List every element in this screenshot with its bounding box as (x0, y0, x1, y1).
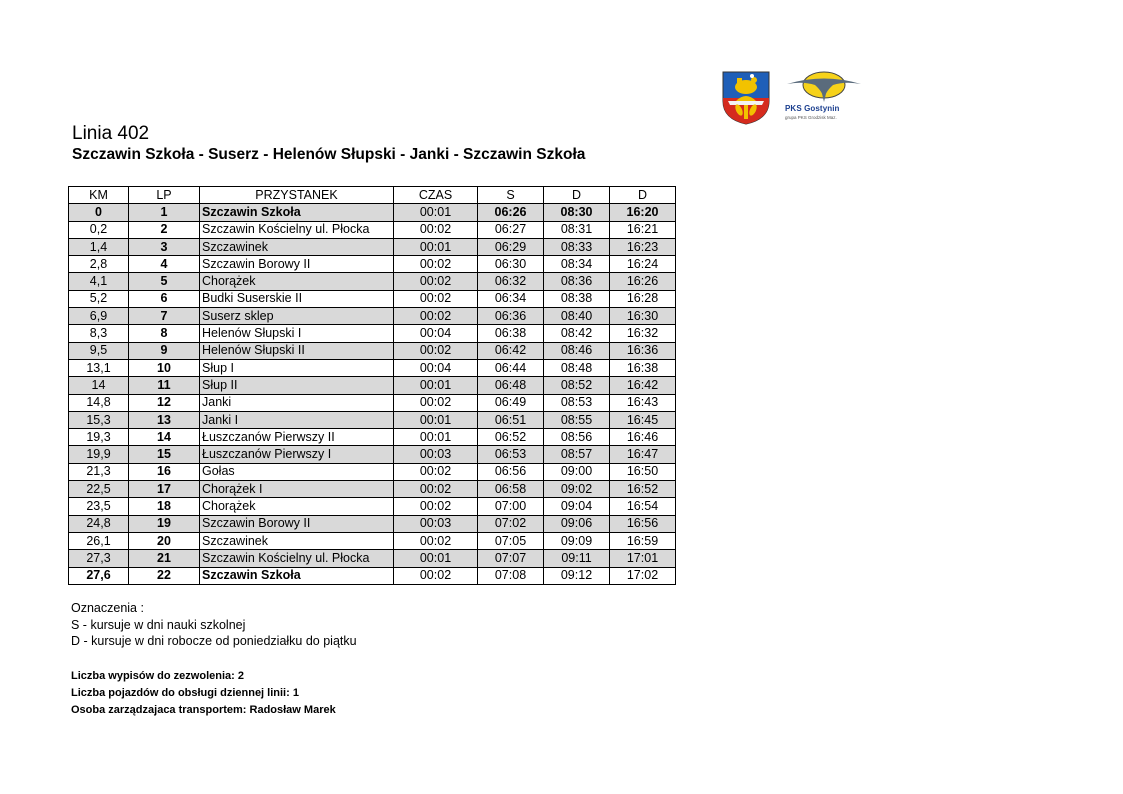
table-cell: 09:09 (544, 532, 610, 549)
table-cell: 15,3 (69, 411, 129, 428)
table-cell: 00:02 (394, 532, 478, 549)
table-cell: 09:04 (544, 498, 610, 515)
table-cell: 5 (129, 273, 200, 290)
table-cell: Łuszczanów Pierwszy I (200, 446, 394, 463)
table-cell: Helenów Słupski II (200, 342, 394, 359)
table-row (69, 221, 676, 238)
table-cell: 07:02 (478, 515, 544, 532)
header-d1: D (544, 187, 610, 204)
table-cell: 00:01 (394, 429, 478, 446)
table-cell: 8 (129, 325, 200, 342)
table-cell: 23,5 (69, 498, 129, 515)
table-cell: 08:33 (544, 238, 610, 255)
table-row (69, 515, 676, 532)
table-row (69, 204, 676, 221)
table-cell: 16:42 (610, 377, 676, 394)
table-cell: 16:28 (610, 290, 676, 307)
table-cell: 06:38 (478, 325, 544, 342)
table-cell: 00:03 (394, 515, 478, 532)
timetable-header-row (69, 187, 676, 204)
table-cell: 1,4 (69, 238, 129, 255)
table-cell: 0,2 (69, 221, 129, 238)
table-cell: 06:29 (478, 238, 544, 255)
table-row (69, 463, 676, 480)
table-cell: 08:34 (544, 256, 610, 273)
table-cell: 00:02 (394, 498, 478, 515)
table-row (69, 359, 676, 376)
table-cell: 06:34 (478, 290, 544, 307)
table-cell: 00:02 (394, 256, 478, 273)
table-cell: Słup II (200, 377, 394, 394)
table-cell: 08:46 (544, 342, 610, 359)
table-cell: 00:02 (394, 394, 478, 411)
table-row (69, 498, 676, 515)
table-cell: 16:47 (610, 446, 676, 463)
table-cell: 08:48 (544, 359, 610, 376)
table-cell: 16:38 (610, 359, 676, 376)
table-row (69, 377, 676, 394)
table-cell: 18 (129, 498, 200, 515)
table-cell: 06:51 (478, 411, 544, 428)
table-cell: Szczawin Szkoła (200, 567, 394, 584)
table-row (69, 550, 676, 567)
table-cell: 06:42 (478, 342, 544, 359)
table-cell: 07:05 (478, 532, 544, 549)
table-cell: 16:24 (610, 256, 676, 273)
table-cell: 16:36 (610, 342, 676, 359)
table-cell: 22,5 (69, 481, 129, 498)
table-cell: 08:57 (544, 446, 610, 463)
table-cell: 7 (129, 308, 200, 325)
table-cell: 16 (129, 463, 200, 480)
table-cell: 09:12 (544, 567, 610, 584)
table-cell: 16:50 (610, 463, 676, 480)
header-stop: PRZYSTANEK (200, 187, 394, 204)
legend-title: Oznaczenia : (71, 601, 144, 615)
table-cell: 00:01 (394, 411, 478, 428)
transport-manager: Osoba zarządzajaca transportem: Radosław Marek (71, 704, 336, 716)
table-cell: 14,8 (69, 394, 129, 411)
table-cell: 00:04 (394, 325, 478, 342)
table-cell: 19 (129, 515, 200, 532)
table-cell: Suserz sklep (200, 308, 394, 325)
table-cell: Szczawin Borowy II (200, 256, 394, 273)
table-cell: 0 (69, 204, 129, 221)
line-number: Linia 402 (72, 123, 150, 144)
table-cell: 00:02 (394, 481, 478, 498)
table-cell: 21 (129, 550, 200, 567)
table-cell: 24,8 (69, 515, 129, 532)
table-cell: 06:44 (478, 359, 544, 376)
header-time: CZAS (394, 187, 478, 204)
table-cell: 21,3 (69, 463, 129, 480)
table-row (69, 256, 676, 273)
table-cell: 08:40 (544, 308, 610, 325)
table-cell: 06:58 (478, 481, 544, 498)
table-cell: 19,9 (69, 446, 129, 463)
table-cell: 00:01 (394, 377, 478, 394)
table-row (69, 446, 676, 463)
table-cell: 06:53 (478, 446, 544, 463)
table-cell: 16:46 (610, 429, 676, 446)
header-d2: D (610, 187, 676, 204)
timetable (68, 186, 676, 585)
table-cell: 22 (129, 567, 200, 584)
table-cell: 08:31 (544, 221, 610, 238)
table-cell: 09:00 (544, 463, 610, 480)
table-row (69, 394, 676, 411)
table-cell: Szczawinek (200, 238, 394, 255)
table-cell: 00:03 (394, 446, 478, 463)
vehicle-count: Liczba pojazdów do obsługi dziennej linii: 1 (71, 687, 299, 699)
table-cell: 08:52 (544, 377, 610, 394)
table-cell: 08:42 (544, 325, 610, 342)
table-cell: 14 (129, 429, 200, 446)
table-cell: 5,2 (69, 290, 129, 307)
table-cell: 00:01 (394, 204, 478, 221)
table-cell: 16:32 (610, 325, 676, 342)
table-cell: 08:36 (544, 273, 610, 290)
table-cell: 08:55 (544, 411, 610, 428)
table-row (69, 273, 676, 290)
table-cell: 16:52 (610, 481, 676, 498)
table-cell: 00:02 (394, 273, 478, 290)
table-cell: 17:02 (610, 567, 676, 584)
table-cell: 2 (129, 221, 200, 238)
table-cell: 06:56 (478, 463, 544, 480)
table-cell: 16:54 (610, 498, 676, 515)
route-title: Szczawin Szkoła - Suserz - Helenów Słupski - Janki - Szczawin Szkoła (72, 146, 586, 163)
table-cell: 2,8 (69, 256, 129, 273)
table-cell: 00:02 (394, 342, 478, 359)
table-cell: Chorążek (200, 273, 394, 290)
table-cell: 00:02 (394, 290, 478, 307)
table-row (69, 481, 676, 498)
table-cell: 10 (129, 359, 200, 376)
table-cell: 06:48 (478, 377, 544, 394)
table-cell: 06:36 (478, 308, 544, 325)
table-cell: 09:11 (544, 550, 610, 567)
table-cell: 12 (129, 394, 200, 411)
table-row (69, 411, 676, 428)
table-cell: Janki I (200, 411, 394, 428)
table-row (69, 290, 676, 307)
legend (71, 600, 357, 650)
table-cell: Budki Suserskie II (200, 290, 394, 307)
table-cell: 13,1 (69, 359, 129, 376)
table-cell: 16:43 (610, 394, 676, 411)
table-cell: 16:26 (610, 273, 676, 290)
table-cell: 26,1 (69, 532, 129, 549)
table-row (69, 308, 676, 325)
legend-d: D - kursuje w dni robocze od poniedziałku do piątku (71, 634, 357, 648)
table-cell: 08:38 (544, 290, 610, 307)
table-cell: 06:27 (478, 221, 544, 238)
table-cell: 4,1 (69, 273, 129, 290)
table-cell: 08:30 (544, 204, 610, 221)
table-cell: 16:59 (610, 532, 676, 549)
table-cell: 06:32 (478, 273, 544, 290)
table-cell: 15 (129, 446, 200, 463)
table-cell: 07:07 (478, 550, 544, 567)
table-cell: 27,6 (69, 567, 129, 584)
table-cell: Słup I (200, 359, 394, 376)
pks-logo-name: PKS Gostynin (785, 104, 840, 113)
table-cell: Szczawin Kościelny ul. Płocka (200, 550, 394, 567)
coat-of-arms-icon (722, 71, 770, 125)
table-cell: Łuszczanów Pierwszy II (200, 429, 394, 446)
pks-emblem-icon (785, 71, 863, 105)
header-km: KM (69, 187, 129, 204)
table-cell: 00:01 (394, 550, 478, 567)
table-cell: 9 (129, 342, 200, 359)
table-row (69, 429, 676, 446)
legend-s: S - kursuje w dni nauki szkolnej (71, 617, 246, 632)
table-cell: 11 (129, 377, 200, 394)
table-cell: 14 (69, 377, 129, 394)
header-s: S (478, 187, 544, 204)
table-cell: Szczawin Borowy II (200, 515, 394, 532)
table-cell: Szczawin Kościelny ul. Płocka (200, 221, 394, 238)
table-cell: 16:20 (610, 204, 676, 221)
table-cell: 07:00 (478, 498, 544, 515)
table-cell: 1 (129, 204, 200, 221)
table-cell: Chorążek I (200, 481, 394, 498)
timetable-body (69, 204, 676, 585)
table-cell: 00:02 (394, 463, 478, 480)
pks-logo (785, 71, 863, 123)
table-cell: 00:01 (394, 238, 478, 255)
table-cell: 06:49 (478, 394, 544, 411)
table-cell: 09:02 (544, 481, 610, 498)
table-cell: 13 (129, 411, 200, 428)
table-cell: 06:30 (478, 256, 544, 273)
table-cell: 19,3 (69, 429, 129, 446)
table-cell: 6 (129, 290, 200, 307)
table-cell: 08:56 (544, 429, 610, 446)
table-row (69, 238, 676, 255)
table-cell: Helenów Słupski I (200, 325, 394, 342)
pks-logo-subtitle: grupa PKS Grodzisk Maz. (785, 115, 837, 120)
table-cell: 16:56 (610, 515, 676, 532)
line-info (71, 668, 336, 719)
table-cell: 00:02 (394, 567, 478, 584)
table-cell: 00:02 (394, 308, 478, 325)
table-cell: 16:30 (610, 308, 676, 325)
table-cell: 09:06 (544, 515, 610, 532)
table-cell: 16:21 (610, 221, 676, 238)
table-cell: 06:26 (478, 204, 544, 221)
header-lp: LP (129, 187, 200, 204)
permit-count: Liczba wypisów do zezwolenia: 2 (71, 670, 244, 682)
table-cell: Gołas (200, 463, 394, 480)
table-cell: 8,3 (69, 325, 129, 342)
table-cell: 4 (129, 256, 200, 273)
table-cell: 9,5 (69, 342, 129, 359)
table-cell: Chorążek (200, 498, 394, 515)
table-cell: Szczawin Szkoła (200, 204, 394, 221)
table-cell: 3 (129, 238, 200, 255)
table-cell: 20 (129, 532, 200, 549)
table-cell: 16:23 (610, 238, 676, 255)
table-row (69, 532, 676, 549)
table-cell: 07:08 (478, 567, 544, 584)
table-cell: 6,9 (69, 308, 129, 325)
table-cell: 06:52 (478, 429, 544, 446)
table-cell: 00:02 (394, 221, 478, 238)
table-cell: 17:01 (610, 550, 676, 567)
table-cell: 16:45 (610, 411, 676, 428)
table-row (69, 567, 676, 584)
table-cell: 17 (129, 481, 200, 498)
table-cell: Szczawinek (200, 532, 394, 549)
table-cell: Janki (200, 394, 394, 411)
table-row (69, 325, 676, 342)
table-cell: 08:53 (544, 394, 610, 411)
table-cell: 27,3 (69, 550, 129, 567)
table-cell: 00:04 (394, 359, 478, 376)
table-row (69, 342, 676, 359)
